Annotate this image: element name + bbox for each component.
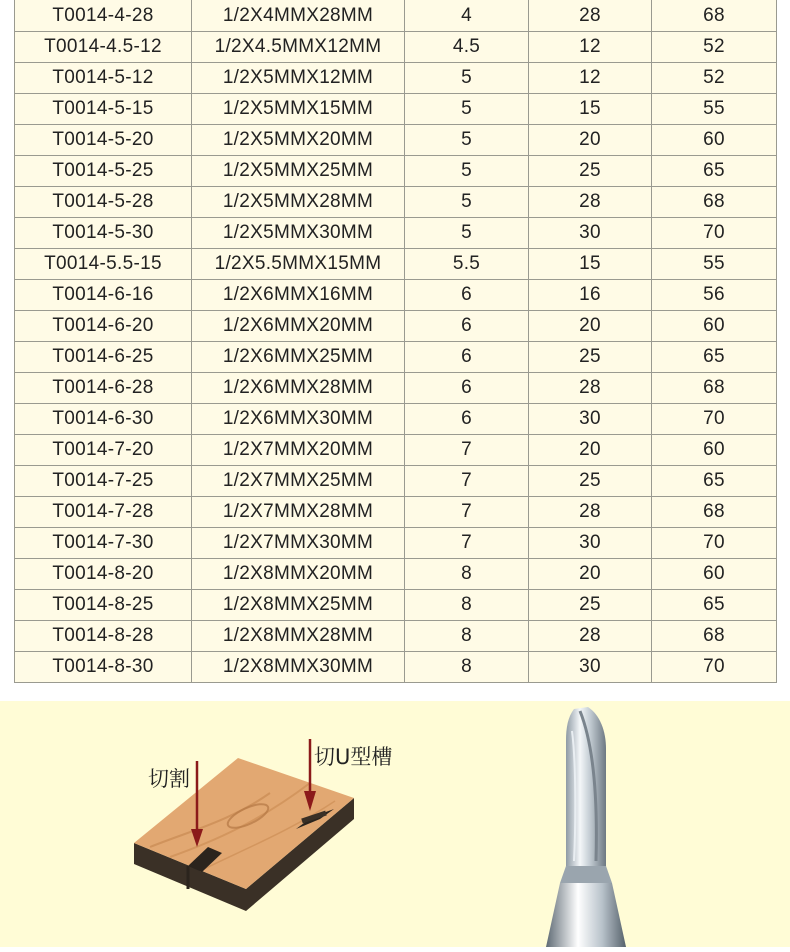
total-length-cell: 70 xyxy=(652,652,777,683)
size-cell: 1/2X5MMX20MM xyxy=(192,125,405,156)
u-groove-label: 切U型槽 xyxy=(314,745,393,769)
total-length-cell: 68 xyxy=(652,497,777,528)
model-cell: T0014-4-28 xyxy=(15,0,192,32)
total-length-cell: 70 xyxy=(652,528,777,559)
size-cell: 1/2X5MMX30MM xyxy=(192,218,405,249)
cutting-length-cell: 12 xyxy=(529,63,652,94)
total-length-cell: 68 xyxy=(652,0,777,32)
size-cell: 1/2X7MMX30MM xyxy=(192,528,405,559)
table-row xyxy=(15,497,777,528)
size-cell: 1/2X6MMX25MM xyxy=(192,342,405,373)
table-row xyxy=(15,621,777,652)
model-cell: T0014-8-30 xyxy=(15,652,192,683)
cutting-length-cell: 15 xyxy=(529,94,652,125)
size-cell: 1/2X4MMX28MM xyxy=(192,0,405,32)
model-cell: T0014-8-20 xyxy=(15,559,192,590)
total-length-cell: 60 xyxy=(652,311,777,342)
table-row xyxy=(15,559,777,590)
model-cell: T0014-5-12 xyxy=(15,63,192,94)
size-cell: 1/2X8MMX30MM xyxy=(192,652,405,683)
model-cell: T0014-7-25 xyxy=(15,466,192,497)
table-row xyxy=(15,156,777,187)
cutting-length-cell: 30 xyxy=(529,652,652,683)
size-cell: 1/2X4.5MMX12MM xyxy=(192,32,405,63)
model-cell: T0014-5.5-15 xyxy=(15,249,192,280)
diameter-cell: 5.5 xyxy=(405,249,529,280)
total-length-cell: 65 xyxy=(652,466,777,497)
diameter-cell: 5 xyxy=(405,94,529,125)
model-cell: T0014-6-20 xyxy=(15,311,192,342)
diameter-cell: 7 xyxy=(405,435,529,466)
diameter-cell: 7 xyxy=(405,528,529,559)
total-length-cell: 65 xyxy=(652,156,777,187)
cutting-length-cell: 28 xyxy=(529,0,652,32)
diameter-cell: 6 xyxy=(405,342,529,373)
size-cell: 1/2X5MMX28MM xyxy=(192,187,405,218)
size-cell: 1/2X6MMX16MM xyxy=(192,280,405,311)
diameter-cell: 8 xyxy=(405,590,529,621)
diameter-cell: 7 xyxy=(405,497,529,528)
table-row xyxy=(15,0,777,32)
cut-label: 切割 xyxy=(148,767,190,791)
diameter-cell: 8 xyxy=(405,621,529,652)
total-length-cell: 70 xyxy=(652,218,777,249)
cutting-length-cell: 20 xyxy=(529,435,652,466)
model-cell: T0014-5-30 xyxy=(15,218,192,249)
diameter-cell: 6 xyxy=(405,404,529,435)
model-cell: T0014-6-16 xyxy=(15,280,192,311)
total-length-cell: 65 xyxy=(652,342,777,373)
size-cell: 1/2X7MMX25MM xyxy=(192,466,405,497)
cutting-length-cell: 28 xyxy=(529,373,652,404)
size-cell: 1/2X8MMX20MM xyxy=(192,559,405,590)
cutting-length-cell: 25 xyxy=(529,466,652,497)
spec-table xyxy=(14,0,777,683)
diameter-cell: 6 xyxy=(405,373,529,404)
size-cell: 1/2X6MMX20MM xyxy=(192,311,405,342)
diameter-cell: 5 xyxy=(405,63,529,94)
total-length-cell: 52 xyxy=(652,32,777,63)
cutting-length-cell: 30 xyxy=(529,404,652,435)
table-row xyxy=(15,342,777,373)
cutting-length-cell: 20 xyxy=(529,311,652,342)
cutting-length-cell: 25 xyxy=(529,156,652,187)
table-row xyxy=(15,590,777,621)
table-row xyxy=(15,187,777,218)
size-cell: 1/2X8MMX28MM xyxy=(192,621,405,652)
router-bit-illustration xyxy=(546,707,626,947)
table-row xyxy=(15,63,777,94)
size-cell: 1/2X6MMX28MM xyxy=(192,373,405,404)
size-cell: 1/2X8MMX25MM xyxy=(192,590,405,621)
diameter-cell: 4 xyxy=(405,0,529,32)
usage-diagram xyxy=(0,701,790,947)
table-row xyxy=(15,249,777,280)
total-length-cell: 55 xyxy=(652,94,777,125)
diameter-cell: 6 xyxy=(405,280,529,311)
model-cell: T0014-5-20 xyxy=(15,125,192,156)
model-cell: T0014-5-28 xyxy=(15,187,192,218)
cutting-length-cell: 15 xyxy=(529,249,652,280)
cutting-length-cell: 20 xyxy=(529,125,652,156)
model-cell: T0014-7-20 xyxy=(15,435,192,466)
table-row xyxy=(15,32,777,63)
spec-table-container xyxy=(14,0,776,683)
total-length-cell: 68 xyxy=(652,621,777,652)
diameter-cell: 5 xyxy=(405,187,529,218)
table-row xyxy=(15,528,777,559)
model-cell: T0014-7-30 xyxy=(15,528,192,559)
table-row xyxy=(15,311,777,342)
diameter-cell: 5 xyxy=(405,218,529,249)
total-length-cell: 60 xyxy=(652,559,777,590)
model-cell: T0014-4.5-12 xyxy=(15,32,192,63)
diameter-cell: 6 xyxy=(405,311,529,342)
usage-diagram-panel xyxy=(0,701,790,947)
table-row xyxy=(15,94,777,125)
cutting-length-cell: 30 xyxy=(529,528,652,559)
diameter-cell: 5 xyxy=(405,156,529,187)
cutting-length-cell: 16 xyxy=(529,280,652,311)
size-cell: 1/2X6MMX30MM xyxy=(192,404,405,435)
cutting-length-cell: 28 xyxy=(529,187,652,218)
model-cell: T0014-8-25 xyxy=(15,590,192,621)
table-row xyxy=(15,280,777,311)
cutting-length-cell: 28 xyxy=(529,497,652,528)
table-row xyxy=(15,652,777,683)
table-row xyxy=(15,404,777,435)
table-row xyxy=(15,466,777,497)
table-row xyxy=(15,218,777,249)
total-length-cell: 68 xyxy=(652,187,777,218)
diameter-cell: 5 xyxy=(405,125,529,156)
size-cell: 1/2X5MMX25MM xyxy=(192,156,405,187)
total-length-cell: 65 xyxy=(652,590,777,621)
cutting-length-cell: 25 xyxy=(529,342,652,373)
table-row xyxy=(15,125,777,156)
cutting-length-cell: 30 xyxy=(529,218,652,249)
total-length-cell: 60 xyxy=(652,435,777,466)
diameter-cell: 4.5 xyxy=(405,32,529,63)
size-cell: 1/2X5MMX15MM xyxy=(192,94,405,125)
total-length-cell: 55 xyxy=(652,249,777,280)
model-cell: T0014-6-28 xyxy=(15,373,192,404)
diameter-cell: 8 xyxy=(405,559,529,590)
total-length-cell: 68 xyxy=(652,373,777,404)
total-length-cell: 60 xyxy=(652,125,777,156)
total-length-cell: 52 xyxy=(652,63,777,94)
model-cell: T0014-5-15 xyxy=(15,94,192,125)
size-cell: 1/2X5.5MMX15MM xyxy=(192,249,405,280)
cutting-length-cell: 12 xyxy=(529,32,652,63)
diameter-cell: 8 xyxy=(405,652,529,683)
model-cell: T0014-6-25 xyxy=(15,342,192,373)
model-cell: T0014-8-28 xyxy=(15,621,192,652)
spec-table-body xyxy=(15,0,777,683)
table-row xyxy=(15,373,777,404)
model-cell: T0014-7-28 xyxy=(15,497,192,528)
size-cell: 1/2X5MMX12MM xyxy=(192,63,405,94)
cutting-length-cell: 28 xyxy=(529,621,652,652)
size-cell: 1/2X7MMX20MM xyxy=(192,435,405,466)
model-cell: T0014-6-30 xyxy=(15,404,192,435)
diameter-cell: 7 xyxy=(405,466,529,497)
size-cell: 1/2X7MMX28MM xyxy=(192,497,405,528)
total-length-cell: 70 xyxy=(652,404,777,435)
cutting-length-cell: 25 xyxy=(529,590,652,621)
model-cell: T0014-5-25 xyxy=(15,156,192,187)
table-row xyxy=(15,435,777,466)
total-length-cell: 56 xyxy=(652,280,777,311)
cutting-length-cell: 20 xyxy=(529,559,652,590)
